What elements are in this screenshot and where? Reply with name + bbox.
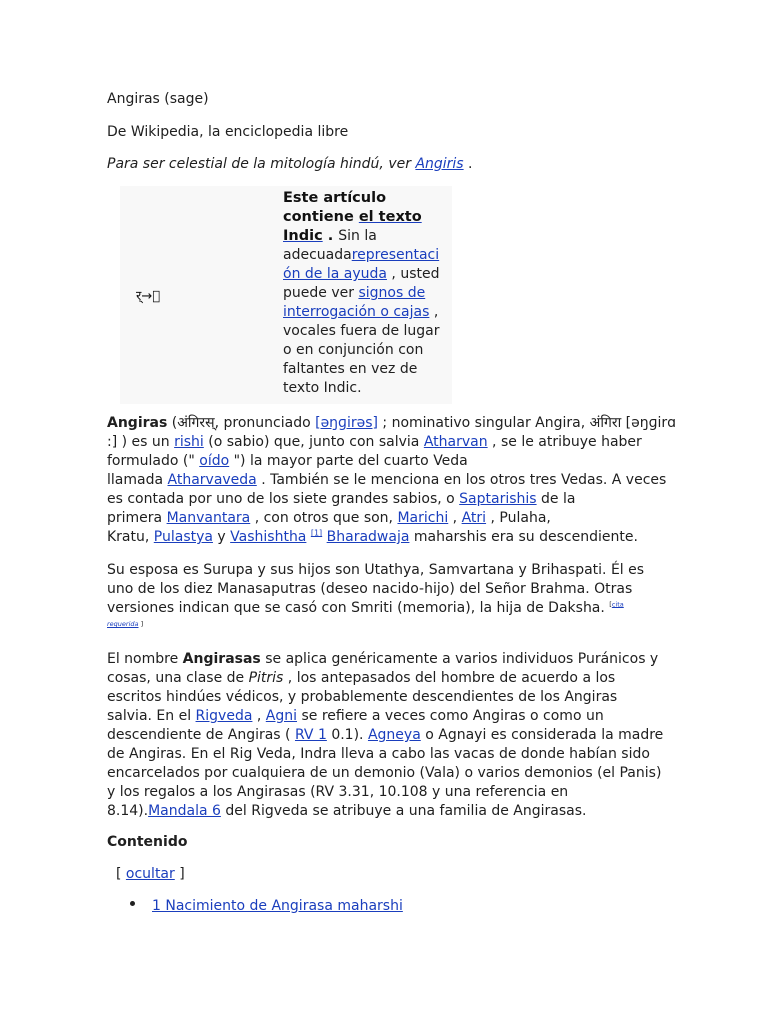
notice-link-indic-text-2[interactable]: Indic xyxy=(283,228,323,244)
paragraph-intro: Angiras (अंगिरस्, pronunciado [əŋɡirəs] ; nominativo singular Angira, अंगिरा [əŋɡirɑ :] ) es un rishi (o sabio) que, junto con salvia Atharvan , se le atribuye haber formulado (" oído ") la mayor parte del cuarto Veda llamada Atharvaveda . También se le menciona en los otros tres Vedas. A veces es contada por uno de los siete grandes sabios, o Saptarishis de la primera Manvantara , con otros que son, Marichi , Atri , Pulaha, Kratu, Pulastya y Vashishtha [1] Bharadwaja maharshis era su descendiente. xyxy=(107,415,677,545)
toc-toggle: [ ocultar ] xyxy=(116,866,185,882)
toc-list xyxy=(152,897,403,916)
link-marichi[interactable]: Marichi xyxy=(397,510,449,526)
page-tagline: De Wikipedia, la enciclopedia libre xyxy=(107,124,349,140)
link-mandala-6[interactable]: Mandala 6 xyxy=(148,803,221,819)
notice-message: Este artículo contiene el texto Indic . Sin la adecuadarepresentaci ón de la ayuda , usted puede ver signos de interrogación o cajas , vocales fuera de lugar o en conjunción con faltantes en vez de texto Indic. xyxy=(283,190,440,396)
link-ipa[interactable]: [əŋɡirəs] xyxy=(315,415,378,431)
link-rishi[interactable]: rishi xyxy=(174,434,204,450)
link-atharvan[interactable]: Atharvan xyxy=(423,434,488,450)
notice-link-rendering-help-2[interactable]: ón de la ayuda xyxy=(283,266,387,282)
citation-needed-link-2[interactable]: requerida xyxy=(107,620,139,628)
page-title: Angiras (sage) xyxy=(107,91,209,107)
notice-link-rendering-help[interactable]: representaci xyxy=(351,247,440,263)
hatnote-link-angiris[interactable]: Angiris xyxy=(415,156,464,172)
notice-link-question-marks-2[interactable]: interrogación o cajas xyxy=(283,304,430,320)
toc-bullet-icon xyxy=(130,901,135,906)
link-vashishtha[interactable]: Vashishtha xyxy=(230,529,307,545)
paragraph-angirasas: El nombre Angirasas se aplica genéricamente a varios individuos Puránicos y cosas, una clase de Pitris , los antepasados del hombre de acuerdo a los escritos hindúes védicos, y probablemente descendientes de los Angiras salvia. En el Rigveda , Agni se refiere a veces como Angiras o como un descendiente de Angiras ( RV 1 0.1). Agneya o Agnayi es considerada la madre de Angiras. En el Rig Veda, Indra lleva a cabo las vacas de donde habían sido encarcelados por cualquiera de un demonio (Vala) o varios demonios (el Panis) y los regalos a los Angirasas (RV 3.31, 10.108 y una referencia en 8.14).Mandala 6 del Rigveda se atribuye a una familia de Angirasas. xyxy=(107,651,664,819)
footnote-ref-1[interactable]: [1] xyxy=(310,528,323,538)
link-rv-1[interactable]: RV 1 xyxy=(294,727,327,743)
link-atharvaveda[interactable]: Atharvaveda xyxy=(167,472,257,488)
link-agneya[interactable]: Agneya xyxy=(367,727,421,743)
link-rigveda[interactable]: Rigveda xyxy=(195,708,253,724)
indic-glyph-sample: र्→ि xyxy=(136,289,161,304)
paragraph-family: Su esposa es Surupa y sus hijos son Utathya, Samvartana y Brihaspati. Él es uno de los diez Manasaputras (deseo nacido-hijo) del Señor Brahma. Otras versiones indican que se casó con Smriti (memoria), la hija de Daksha. $^{[cita}$ requerida ] xyxy=(107,562,645,628)
link-pulastya[interactable]: Pulastya xyxy=(153,529,213,545)
link-manvantara[interactable]: Manvantara xyxy=(166,510,251,526)
toc-item-1[interactable]: 1 Nacimiento de Angirasa maharshi xyxy=(152,898,403,914)
indic-script-notice xyxy=(120,186,452,404)
notice-link-question-marks[interactable]: signos de xyxy=(358,285,426,301)
link-bharadwaja[interactable]: Bharadwaja xyxy=(326,529,410,545)
citation-needed-link[interactable]: cita xyxy=(611,600,624,609)
hatnote: Para ser celestial de la mitología hindú, ver Angiris . xyxy=(107,156,473,172)
toc-heading: Contenido xyxy=(107,834,188,850)
toc-hide-link[interactable]: ocultar xyxy=(125,866,175,882)
notice-link-indic-text[interactable]: el texto xyxy=(358,209,422,225)
link-oido[interactable]: oído xyxy=(199,453,230,469)
link-atri[interactable]: Atri xyxy=(461,510,487,526)
link-saptarishis[interactable]: Saptarishis xyxy=(459,491,537,507)
link-agni[interactable]: Agni xyxy=(265,708,298,724)
